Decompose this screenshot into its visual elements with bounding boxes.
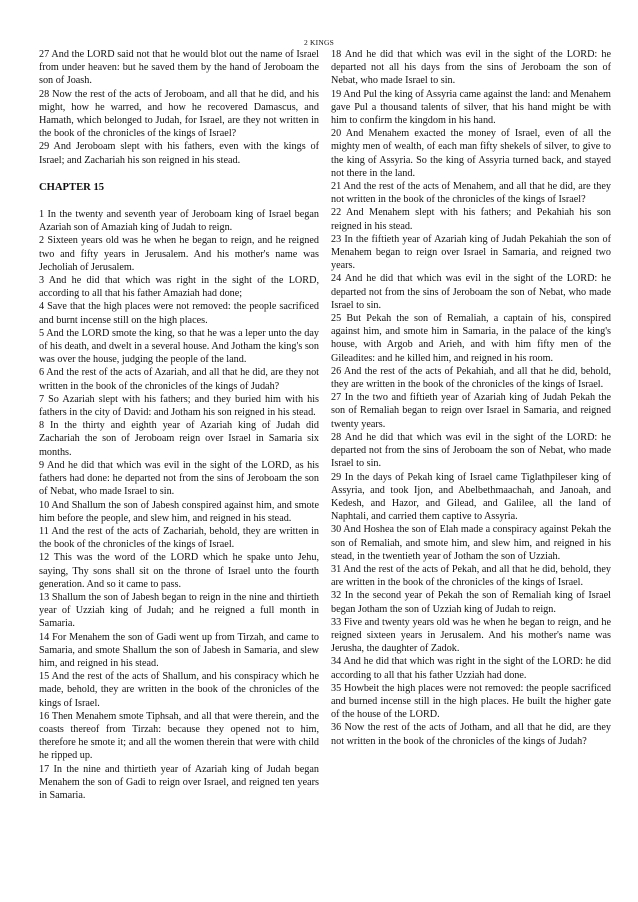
verse: 18 And he did that which was evil in the sight of the LORD: he departed not all his days from the sins of Jeroboam the son of Nebat, who made Israel to sin. [331,49,611,87]
verse: 27 In the two and fiftieth year of Azariah king of Judah Pekah the son of Remaliah began to reign over Israel in Samaria, and reigned twenty years. [331,392,611,430]
verse: 15 And the rest of the acts of Shallum, and his conspiracy which he made, behold, they are written in the book of the chronicles of the kings of Israel. [39,671,319,709]
verse: 2 Sixteen years old was he when he began to reign, and he reigned two and fifty years in Jerusalem. And his mother's name was Jecholiah of Jerusalem. [39,235,319,273]
verse: 28 And he did that which was evil in the sight of the LORD: he departed not from the sins of Jeroboam the son of Nebat, who made Israel to sin. [331,431,611,470]
verse: 30 And Hoshea the son of Elah made a conspiracy against Pekah the son of Remaliah, and smote him, and slew him, and reigned in his stead, in the twentieth year of Jotham the son of Uzziah. [331,524,611,562]
verse: 33 Five and twenty years old was he when he began to reign, and he reigned sixteen years in Jerusalem. And his mother's name was Jerusha, the daughter of Zadok. [331,616,611,655]
verse: 17 In the nine and thirtieth year of Azariah king of Judah began Menahem the son of Gadi to reign over Israel, and reigned ten years in Samaria. [39,763,319,801]
verse: 4 Save that the high places were not removed: the people sacrificed and burnt incense still on the high places. [39,301,319,326]
running-header: 2 KINGS [304,38,334,47]
verse: 1 In the twenty and seventh year of Jeroboam king of Israel began Azariah son of Amaziah king of Judah to reign. [39,209,319,234]
verse: 36 Now the rest of the acts of Jotham, and all that he did, are they not written in the book of the chronicles of the kings of Judah? [331,722,611,747]
verse: 21 And the rest of the acts of Menahem, and all that he did, are they not written in the book of the chronicles of the kings of Israel? [331,181,611,206]
verse: 7 So Azariah slept with his fathers; and they buried him with his fathers in the city of David: and Jotham his son reigned in his stead. [39,393,319,419]
verse: 25 But Pekah the son of Remaliah, a captain of his, conspired against him, and smote him in Samaria, in the palace of the king's house, with Argob and Arieh, and with him fifty men of the Gileadites: and he killed him, and reigned in his room. [331,313,611,364]
verse: 31 And the rest of the acts of Pekah, and all that he did, behold, they are written in the book of the chronicles of the kings of Israel. [331,563,611,589]
verse: 23 In the fiftieth year of Azariah king of Judah Pekahiah the son of Menahem began to reign over Israel in Samaria, and reigned two years. [331,233,611,272]
verse: 26 And the rest of the acts of Pekahiah, and all that he did, behold, they are written in the book of the chronicles of the kings of Israel. [331,365,611,391]
verse: 11 And the rest of the acts of Zachariah, behold, they are written in the book of the chronicles of the kings of Israel. [39,525,319,551]
verse: 6 And the rest of the acts of Azariah, and all that he did, are they not written in the book of the chronicles of the kings of Judah? [39,367,319,392]
verse: 22 And Menahem slept with his fathers; and Pekahiah his son reigned in his stead. [331,207,611,232]
left-column [39,48,319,802]
right-column [331,48,611,748]
verse: 5 And the LORD smote the king, so that he was a leper unto the day of his death, and dwelt in a several house. And Jotham the king's son was over the house, judging the people of the land. [39,327,319,366]
verse: 35 Howbeit the high places were not removed: the people sacrificed and burned incense still in the high places. He built the higher gate of the house of the LORD. [331,682,611,721]
verse: 34 And he did that which was right in the sight of the LORD: he did according to all that his father Uzziah had done. [331,656,611,681]
verse: 9 And he did that which was evil in the sight of the LORD, as his fathers had done: he departed not from the sins of Jeroboam the son of Nebat, who made Israel to sin. [39,459,319,498]
verse: 29 And Jeroboam slept with his fathers, even with the kings of Israel; and Zachariah his son reigned in his stead. [39,141,319,166]
verse: 14 For Menahem the son of Gadi went up from Tirzah, and came to Samaria, and smote Shallum the son of Jabesh in Samaria, and slew him, and reigned in his stead. [39,631,319,669]
verse: 27 And the LORD said not that he would blot out the name of Israel from under heaven: but he saved them by the hand of Jeroboam the son of Joash. [39,49,319,87]
verse: 16 Then Menahem smote Tiphsah, and all that were therein, and the coasts thereof from Tirzah: because they opened not to him, therefore he smote it; and all the women therein that were with child he ripped up. [39,710,319,762]
verse: 28 Now the rest of the acts of Jeroboam, and all that he did, and his might, how he warred, and how he recovered Damascus, and Hamath, which belonged to Judah, for Israel, are they not written in the book of the chronicles of the kings of Israel? [39,88,319,140]
verse: 8 In the thirty and eighth year of Azariah king of Judah did Zachariah the son of Jeroboam reign over Israel in Samaria six months. [39,420,319,458]
verse: 12 This was the word of the LORD which he spake unto Jehu, saying, Thy sons shall sit on the throne of Israel unto the fourth generation. And so it came to pass. [39,552,319,590]
verse: 20 And Menahem exacted the money of Israel, even of all the mighty men of wealth, of each man fifty shekels of silver, to give to the king of Assyria. So the king of Assyria turned back, and stayed not there in the land. [331,128,611,179]
verse: 10 And Shallum the son of Jabesh conspired against him, and smote him before the people, and slew him, and reigned in his stead. [39,499,319,524]
verse: 3 And he did that which was right in the sight of the LORD, according to all that his father Amaziah had done; [39,275,319,300]
verse: 13 Shallum the son of Jabesh began to reign in the nine and thirtieth year of Uzziah king of Judah; and he reigned a full month in Samaria. [39,591,319,630]
verse: 19 And Pul the king of Assyria came against the land: and Menahem gave Pul a thousand talents of silver, that his hand might be with him to confirm the kingdom in his hand. [331,88,611,127]
chapter-heading: CHAPTER 15 [39,181,105,193]
verse: 29 In the days of Pekah king of Israel came Tiglathpileser king of Assyria, and took Ijon, and Abelbethmaachah, and Janoah, and Kedesh, and Hazor, and Gilead, and Galilee, all the land of Naphtali, and carried them captive to Assyria. [331,471,611,523]
verse: 32 In the second year of Pekah the son of Remaliah king of Israel began Jotham the son of Uzziah king of Judah to reign. [331,590,611,615]
verse: 24 And he did that which was evil in the sight of the LORD: he departed not from the sins of Jeroboam the son of Nebat, who made Israel to sin. [331,273,611,311]
